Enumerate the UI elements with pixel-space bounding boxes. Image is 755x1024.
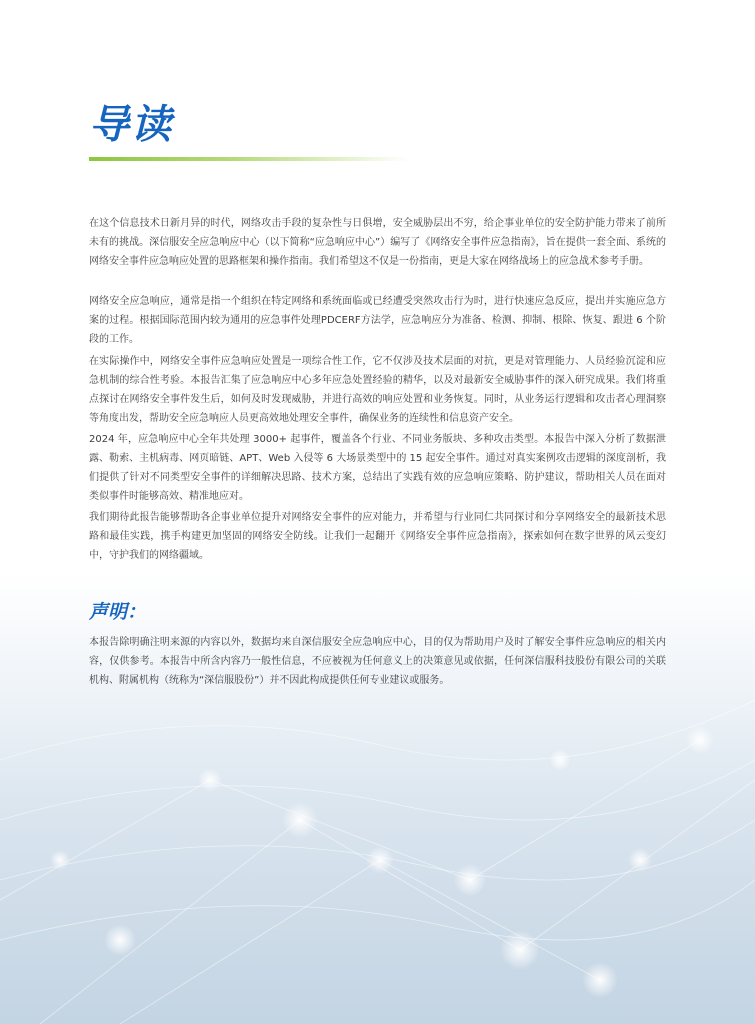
page-title: 导读	[89, 102, 173, 148]
intro-paragraph-1: 在这个信息技术日新月异的时代，网络攻击手段的复杂性与日俱增，安全威胁层出不穷，给企事业单位的安全防护能力带来了前所未有的挑战。深信服安全应急响应中心（以下简称“应急响应中心”）编写了《网络安全事件应急指南》，旨在提供一套全面、系统的网络安全事件应急响应处置的思路框架和操作指南。我们希望这不仅是一份指南，更是大家在网络战场上的应急战术参考手册。	[89, 218, 666, 267]
intro-paragraph-2: 网络安全应急响应，通常是指一个组织在特定网络和系统面临或已经遭受突然攻击行为时，进行快速应急反应，提出并实施应急方案的过程。根据国际范围内较为通用的应急事件处理PDCERF方法学，应急响应分为准备、检测、抑制、根除、恢复、跟进 6 个阶段的工作。	[89, 296, 666, 345]
intro-paragraph-3: 在实际操作中，网络安全事件应急响应处置是一项综合性工作，它不仅涉及技术层面的对抗，更是对管理能力、人员经验沉淀和应急机制的综合性考验。本报告汇集了应急响应中心多年应急处置经验的精华，以及对最新安全威胁事件的深入研究成果。我们将重点探讨在网络安全事件发生后，如何及时发现威胁，并进行高效的响应处置和业务恢复。同时，从业务运行逻辑和攻击者心理洞察等角度出发，帮助安全应急响应人员更高效地处理安全事件，确保业务的连续性和信息资产安全。	[89, 356, 666, 424]
statement-paragraph: 本报告除明确注明来源的内容以外，数据均来自深信服安全应急响应中心，目的仅为帮助用户及时了解安全事件应急响应的相关内容，仅供参考。本报告中所含内容乃一般性信息，不应被视为任何意义上的决策意见或依据，任何深信服科技股份有限公司的关联机构、附属机构（统称为“深信服股份”）并不因此构成提供任何专业建议或服务。	[89, 637, 666, 686]
statement-heading: 声明：	[89, 601, 147, 623]
intro-paragraph-5: 我们期待此报告能够帮助各企事业单位提升对网络安全事件的应对能力，并希望与行业同仁共同探讨和分享网络安全的最新技术思路和最佳实践，携手构建更加坚固的网络安全防线。让我们一起翻开《网络安全事件应急指南》，探索如何在数字世界的风云变幻中，守护我们的网络疆域。	[89, 512, 666, 561]
title-underline	[89, 157, 409, 161]
intro-paragraph-4: 2024 年，应急响应中心全年共处理 3000+ 起事件，覆盖各个行业、不同业务版块、多种攻击类型。本报告中深入分析了数据泄露、勒索、主机病毒、网页暗链、APT、Web 入侵等 6 大场景类型中的 15 起安全事件。通过对真实案例攻击逻辑的深度剖析，我们提供了针对不同类型安全事件的详细解决思路、技术方案，总结出了实践有效的应急响应策略、防护建议，帮助相关人员在面对类似事件时能够高效、精准地应对。	[89, 434, 666, 502]
